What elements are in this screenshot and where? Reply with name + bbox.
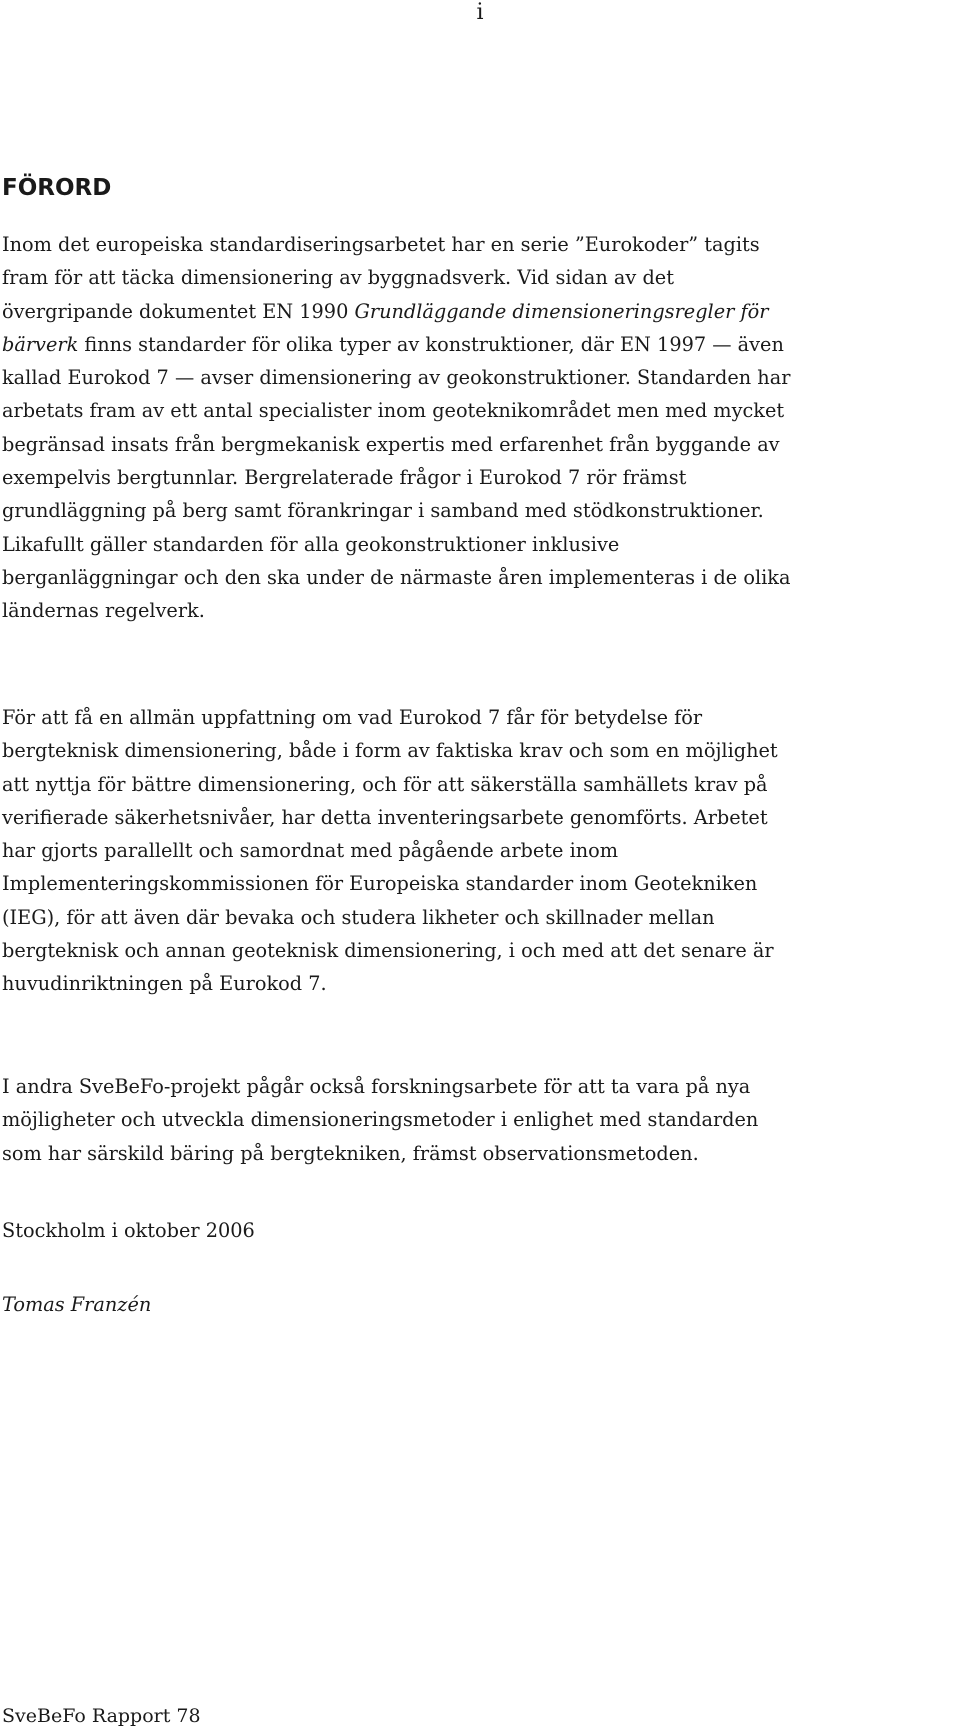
text-line: Likafullt gäller standarden för alla geokonstruktioner inklusive <box>2 532 620 556</box>
text-line: arbetats fram av ett antal specialister inom geoteknikområdet men med mycket <box>2 399 785 423</box>
paragraph-related-projects <box>2 1070 946 1170</box>
text-line: att nyttja för bättre dimensionering, och för att säkerställa samhällets krav på <box>2 772 768 796</box>
text-line <box>2 295 946 328</box>
place-date: Stockholm i oktober 2006 <box>2 1219 255 1242</box>
footer-report-label: SveBeFo Rapport 78 <box>2 1705 201 1727</box>
text-line: grundläggning på berg samt förankringar i samband med stödkonstruktioner. <box>2 499 764 523</box>
text-line: begränsad insats från bergmekanisk expertis med erfarenhet från byggande av <box>2 432 780 456</box>
text-line: (IEG), för att även där bevaka och studera likheter och skillnader mellan <box>2 905 715 929</box>
italic-title-part2: bärverk <box>2 332 79 356</box>
text-line: verifierade säkerhetsnivåer, har detta inventeringsarbete genomförts. Arbetet <box>2 805 768 829</box>
paragraph-intro <box>2 228 946 628</box>
text-line: För att få en allmän uppfattning om vad Eurokod 7 får för betydelse för <box>2 706 703 729</box>
section-heading: FÖRORD <box>2 175 112 201</box>
text-line: ländernas regelverk. <box>2 599 205 623</box>
text-line <box>2 328 946 361</box>
text-line: kallad Eurokod 7 — avser dimensionering av geokonstruktioner. Standarden har <box>2 366 791 390</box>
text-segment: övergripande dokumentet EN 1990 <box>2 299 355 323</box>
text-line: berganläggningar och den ska under de närmaste åren implementeras i de olika <box>2 565 791 589</box>
text-line: I andra SveBeFo-projekt pågår också forskningsarbete för att ta vara på nya <box>2 1075 751 1098</box>
text-segment: finns standarder för olika typer av konstruktioner, där EN 1997 — även <box>78 332 784 356</box>
text-line: har gjorts parallellt och samordnat med pågående arbete inom <box>2 839 619 863</box>
text-line: möjligheter och utveckla dimensioneringsmetoder i enlighet med standarden <box>2 1108 759 1132</box>
text-line: fram för att täcka dimensionering av byggnadsverk. Vid sidan av det <box>2 266 674 290</box>
text-line: bergteknisk dimensionering, både i form av faktiska krav och som en möjlighet <box>2 739 778 763</box>
signature-name: Tomas Franzén <box>2 1293 152 1316</box>
text-line: bergteknisk och annan geoteknisk dimensionering, i och med att det senare är <box>2 939 774 963</box>
page-number: i <box>476 0 484 25</box>
italic-title-part1: Grundläggande dimensioneringsregler för <box>354 299 769 323</box>
text-line: som har särskild bäring på bergtekniken, främst observationsmetoden. <box>2 1141 699 1165</box>
text-line: Implementeringskommissionen för Europeiska standarder inom Geotekniken <box>2 872 758 896</box>
paragraph-purpose <box>2 701 946 1001</box>
text-line: Inom det europeiska standardiseringsarbetet har en serie ”Eurokoder” tagits <box>2 233 760 256</box>
text-line: huvudinriktningen på Eurokod 7. <box>2 972 327 996</box>
text-line: exempelvis bergtunnlar. Bergrelaterade frågor i Eurokod 7 rör främst <box>2 466 687 490</box>
